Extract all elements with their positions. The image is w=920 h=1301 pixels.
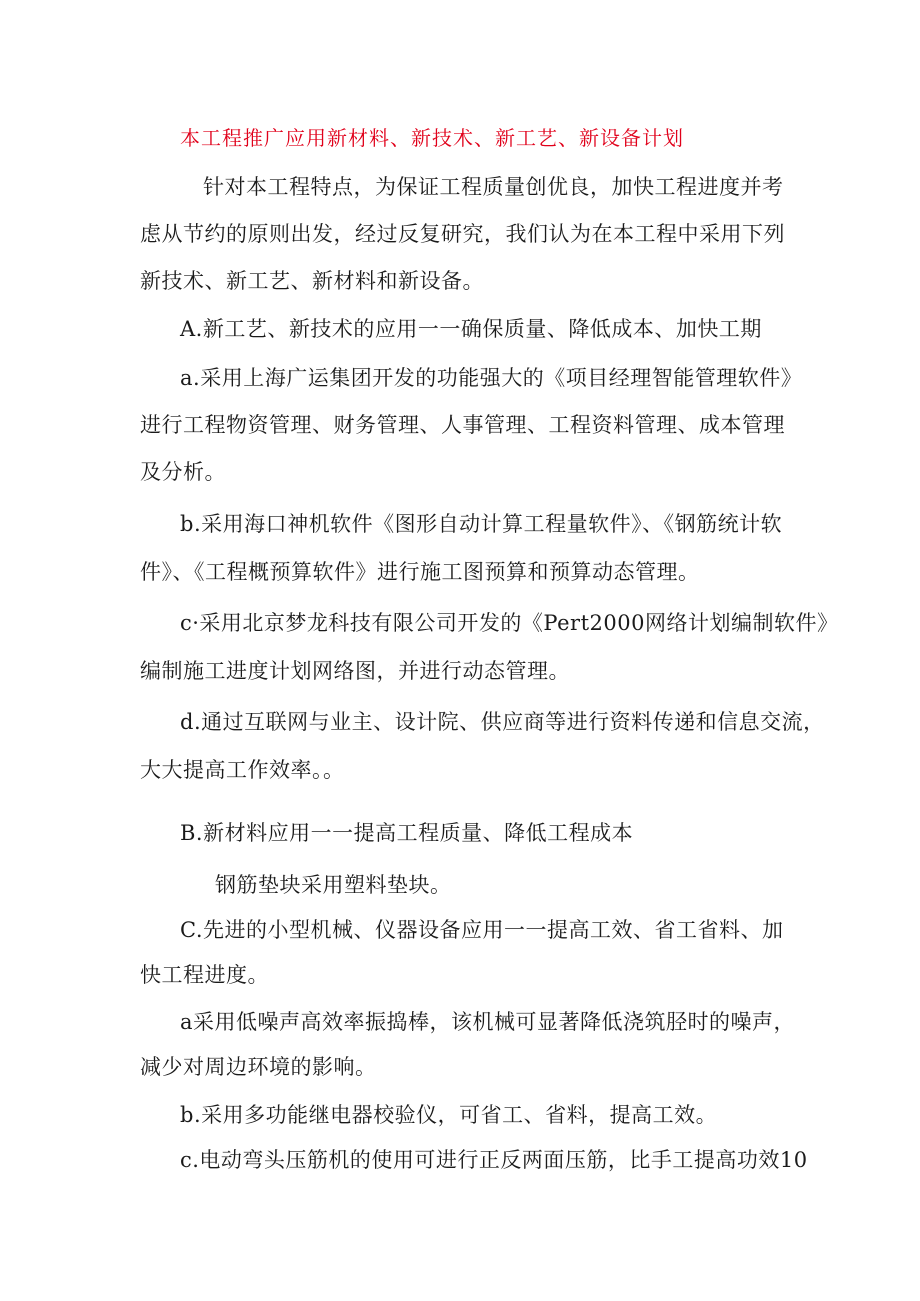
paragraph-line-2: 虑从节约的原则出发，经过反复研究，我们认为在本工程中采用下列	[140, 222, 785, 246]
section-a-heading: A.新工艺、新技术的应用一一确保质量、降低成本、加快工期	[180, 317, 762, 341]
section-c-heading-line-1: C.先进的小型机械、仪器设备应用一一提高工效、省工省料、加	[180, 918, 784, 942]
section-c-item-c: c.电动弯头压筋机的使用可进行正反两面压筋，比手工提高功效10	[180, 1148, 808, 1172]
item-d-line-2: 大大提高工作效率。。	[140, 758, 345, 782]
section-c-item-a-line-1: a采用低噪声高效率振捣棒，该机械可显著降低浇筑胫时的噪声，	[180, 1010, 796, 1034]
paragraph-line-1: 针对本工程特点，为保证工程质量创优良，加快工程进度并考	[203, 175, 784, 199]
section-b-heading: B.新材料应用一一提高工程质量、降低工程成本	[180, 821, 634, 845]
item-b-line-2: 件》、《工程概预算软件》进行施工图预算和预算动态管理。	[140, 560, 700, 584]
paragraph-line-3: 新技术、新工艺、新材料和新设备。	[140, 269, 484, 293]
item-c-line-1: c·采用北京梦龙科技有限公司开发的《Pert2000网络计划编制软件》	[180, 611, 839, 635]
item-a-line-2: 进行工程物资管理、财务管理、人事管理、工程资料管理、成本管理	[140, 413, 785, 437]
section-c-item-a-line-2: 减少对周边环境的影响。	[140, 1055, 377, 1079]
item-d-line-1: d.通过互联网与业主、设计院、供应商等进行资料传递和信息交流，	[180, 710, 825, 734]
item-b-line-1: b.采用海口神机软件《图形自动计算工程量软件》、《钢筋统计软	[180, 512, 783, 536]
item-c-line-2: 编制施工进度计划网络图，并进行动态管理。	[140, 659, 570, 683]
section-b-item: 钢筋垫块采用塑料垫块。	[215, 873, 452, 897]
section-c-item-b: b.采用多功能继电器校验仪，可省工、省料，提高工效。	[180, 1103, 718, 1127]
item-a-line-3: 及分析。	[140, 460, 226, 484]
section-c-heading-line-2: 快工程进度。	[140, 963, 269, 987]
document-title: 本工程推广应用新材料、新技术、新工艺、新设备计划	[180, 126, 684, 150]
item-a-line-1: a.采用上海广运集团开发的功能强大的《项目经理智能管理软件》	[180, 366, 803, 390]
